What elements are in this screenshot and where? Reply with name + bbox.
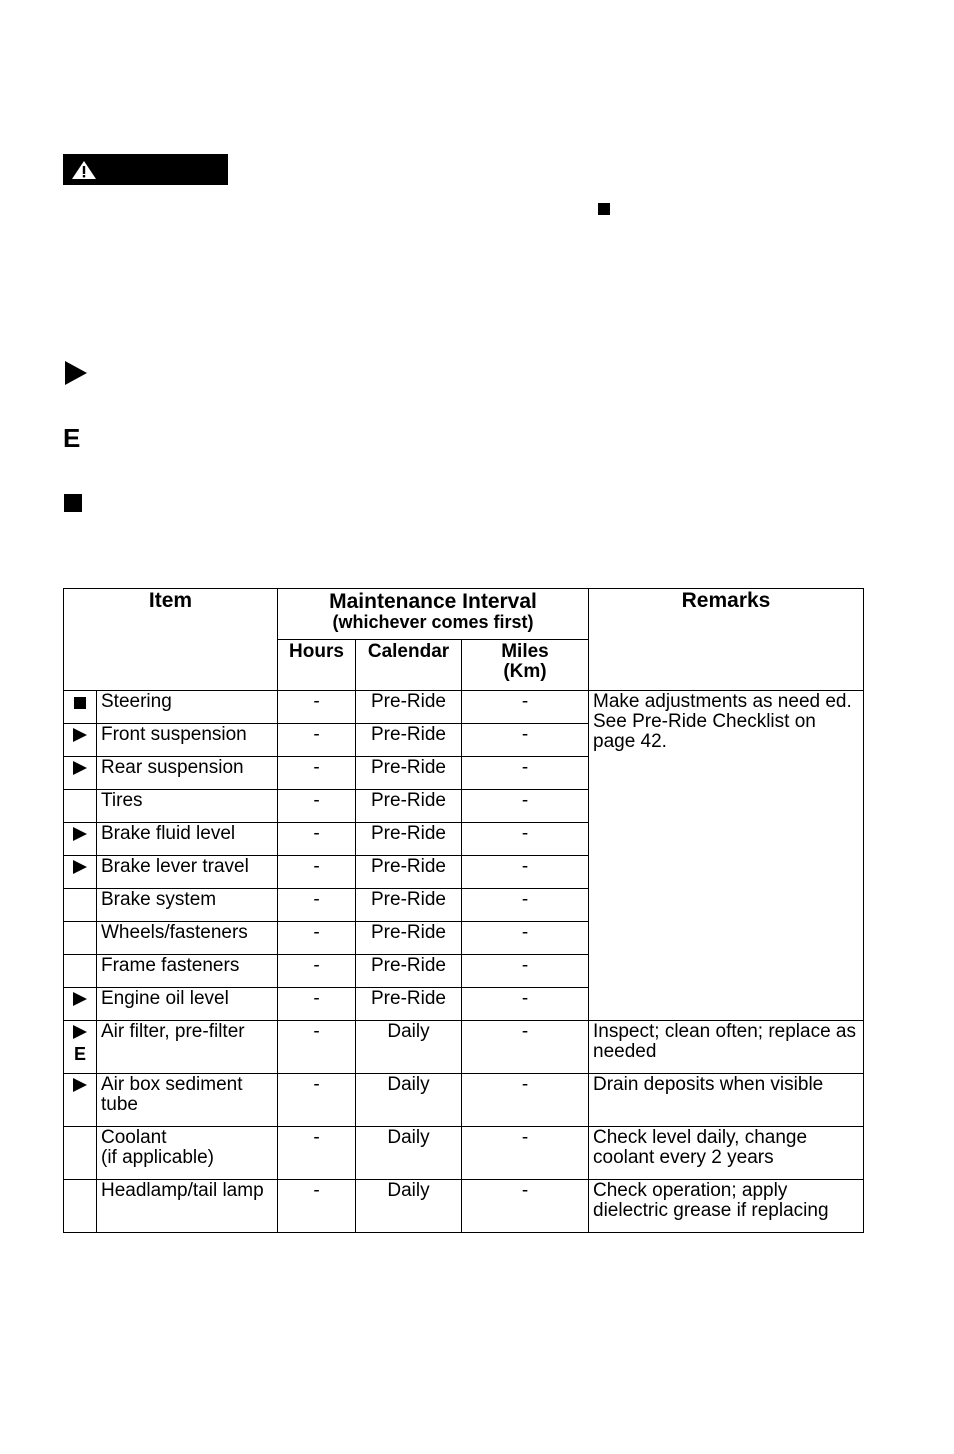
row-calendar: Pre-Ride: [356, 988, 462, 1021]
row-symbol: [64, 691, 97, 724]
row-item-line2: (if applicable): [101, 1147, 214, 1168]
row-miles: -: [462, 757, 589, 790]
row-hours: -: [278, 1074, 356, 1127]
header-calendar: Calendar: [356, 640, 462, 691]
row-item: Steering: [97, 691, 278, 724]
row-calendar: Daily: [356, 1180, 462, 1233]
triangle-symbol-icon: [73, 992, 87, 1006]
preride-remarks: Make adjustments as need ed. See Pre-Ride Checklist on page 42.: [589, 691, 864, 1021]
row-miles: -: [462, 1180, 589, 1233]
row-hours: -: [278, 757, 356, 790]
row-item: Tires: [97, 790, 278, 823]
triangle-symbol-icon: [73, 1078, 87, 1092]
maintenance-table: [63, 588, 864, 1233]
warning-triangle-icon: [71, 160, 97, 180]
row-hours: -: [278, 889, 356, 922]
row-symbol: [64, 1074, 97, 1127]
row-hours: -: [278, 856, 356, 889]
triangle-symbol-icon: [73, 1025, 87, 1039]
row-item: Brake fluid level: [97, 823, 278, 856]
row-item: Rear suspension: [97, 757, 278, 790]
table-row: [64, 1127, 864, 1180]
table-row: [64, 1021, 864, 1074]
table-row: [64, 691, 864, 724]
row-calendar: Pre-Ride: [356, 856, 462, 889]
row-item: Air box sediment tube: [97, 1074, 278, 1127]
square-symbol-icon: [64, 494, 82, 512]
row-symbol: [64, 823, 97, 856]
row-calendar: Daily: [356, 1127, 462, 1180]
row-miles: -: [462, 790, 589, 823]
header-item: Item: [64, 589, 278, 691]
row-miles: -: [462, 922, 589, 955]
e-symbol: E: [73, 1044, 86, 1064]
row-symbol: [64, 988, 97, 1021]
row-symbol: [64, 724, 97, 757]
row-hours: -: [278, 988, 356, 1021]
row-symbol: [64, 757, 97, 790]
row-calendar: Pre-Ride: [356, 889, 462, 922]
row-hours: -: [278, 1127, 356, 1180]
triangle-symbol-icon: [73, 728, 87, 742]
row-miles: -: [462, 1074, 589, 1127]
header-km-label: (Km): [503, 661, 547, 682]
row-item: [97, 1127, 278, 1180]
row-calendar: Daily: [356, 1074, 462, 1127]
row-miles: -: [462, 889, 589, 922]
triangle-symbol-icon: [73, 827, 87, 841]
triangle-symbol-icon: [73, 761, 87, 775]
row-item: Brake system: [97, 889, 278, 922]
square-symbol-icon: [74, 697, 86, 709]
row-calendar: Pre-Ride: [356, 724, 462, 757]
row-item: Brake lever travel: [97, 856, 278, 889]
row-hours: -: [278, 823, 356, 856]
row-hours: -: [278, 790, 356, 823]
header-interval-title: Maintenance Interval: [329, 590, 537, 613]
header-remarks: Remarks: [589, 589, 864, 691]
row-item: Frame fasteners: [97, 955, 278, 988]
triangle-symbol-icon: [73, 860, 87, 874]
header-maintenance-interval: [278, 589, 589, 640]
row-hours: -: [278, 922, 356, 955]
row-calendar: Pre-Ride: [356, 955, 462, 988]
row-symbol: [64, 955, 97, 988]
row-miles: -: [462, 823, 589, 856]
header-miles: [462, 640, 589, 691]
header-hours: Hours: [278, 640, 356, 691]
row-item: Air filter, pre-filter: [97, 1021, 278, 1074]
row-symbol: [64, 889, 97, 922]
row-symbol: [64, 1127, 97, 1180]
square-symbol-icon: [598, 203, 610, 215]
warning-bar: [63, 154, 228, 185]
row-miles: -: [462, 955, 589, 988]
row-item: Engine oil level: [97, 988, 278, 1021]
row-item: Headlamp/tail lamp: [97, 1180, 278, 1233]
table-row: [64, 1074, 864, 1127]
row-miles: -: [462, 1127, 589, 1180]
row-calendar: Pre-Ride: [356, 757, 462, 790]
row-hours: -: [278, 691, 356, 724]
row-remarks: Check operation; apply dielectric grease if replacing: [589, 1180, 864, 1233]
row-calendar: Pre-Ride: [356, 823, 462, 856]
row-hours: -: [278, 1180, 356, 1233]
row-hours: -: [278, 955, 356, 988]
row-miles: -: [462, 856, 589, 889]
row-symbol: [64, 856, 97, 889]
row-remarks: Drain deposits when visible: [589, 1074, 864, 1127]
row-item: Front suspension: [97, 724, 278, 757]
row-calendar: Pre-Ride: [356, 691, 462, 724]
row-item: Wheels/fasteners: [97, 922, 278, 955]
row-symbol: [64, 1180, 97, 1233]
row-calendar: Pre-Ride: [356, 922, 462, 955]
row-symbol: [64, 922, 97, 955]
row-calendar: Daily: [356, 1021, 462, 1074]
row-miles: -: [462, 988, 589, 1021]
header-interval-note: (whichever comes first): [332, 612, 534, 632]
row-symbol: [64, 790, 97, 823]
row-item-line1: Coolant: [101, 1127, 167, 1148]
table-row: [64, 1180, 864, 1233]
row-miles: -: [462, 691, 589, 724]
row-calendar: Pre-Ride: [356, 790, 462, 823]
row-remarks: Inspect; clean often; replace as needed: [589, 1021, 864, 1074]
row-miles: -: [462, 1021, 589, 1074]
row-remarks: Check level daily, change coolant every 2 years: [589, 1127, 864, 1180]
row-hours: -: [278, 1021, 356, 1074]
header-miles-label: Miles: [501, 641, 549, 662]
row-symbol: [64, 1021, 97, 1074]
row-hours: -: [278, 724, 356, 757]
triangle-symbol-icon: [65, 361, 87, 385]
row-miles: -: [462, 724, 589, 757]
e-symbol: E: [63, 423, 81, 453]
